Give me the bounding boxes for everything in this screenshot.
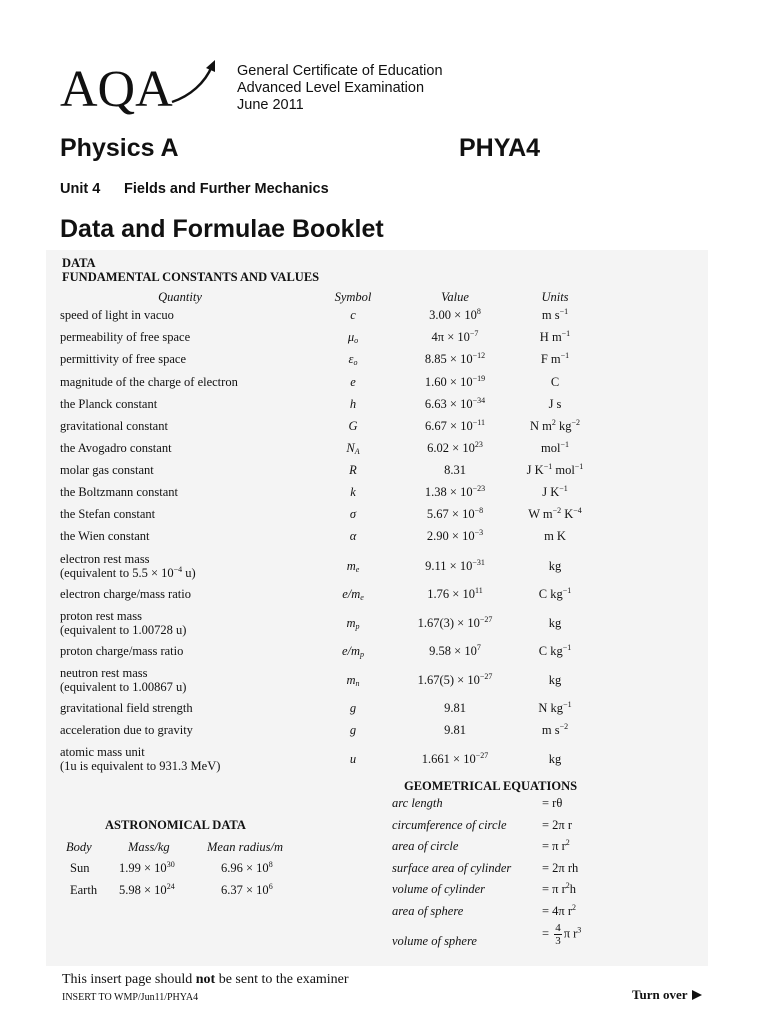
column-units: Units <box>541 290 569 304</box>
astronomical-heading: ASTRONOMICAL DATA <box>105 818 246 832</box>
constant-symbol: $m_n$ <box>346 673 360 688</box>
aqa-logo-graphic <box>60 58 230 118</box>
constant-units: m $s^{-2}$ <box>541 722 569 737</box>
constant-quantity: the Boltzmann constant <box>60 485 179 499</box>
constant-quantity: gravitational constant <box>60 419 168 433</box>
constant-quantity: permeability of free space <box>60 330 191 344</box>
constant-value: $9.58 \times 10^7$ <box>429 643 481 658</box>
constant-symbol: α <box>349 529 357 543</box>
constant-units: m K <box>544 529 566 543</box>
constant-value: $1.67(5) \times 10^{-27}$ <box>417 672 493 687</box>
subject-title: Physics A <box>60 134 179 162</box>
constant-units: kg <box>548 673 562 687</box>
column-value: Value <box>441 290 469 304</box>
constant-value: 9.81 <box>444 701 466 715</box>
constant-units: kg <box>548 616 562 630</box>
constant-quantity: permittivity of free space <box>60 352 186 366</box>
data-heading: DATA <box>62 256 96 270</box>
constant-quantity: magnitude of the charge of electron <box>60 375 238 389</box>
constant-units: C <box>550 375 560 389</box>
constant-value: $4\pi \times 10^{-7}$ <box>431 329 479 344</box>
aqa-logo <box>60 58 230 118</box>
geometry-name: circumference of circle <box>392 818 507 832</box>
constant-quantity: molar gas constant <box>60 463 154 477</box>
column-quantity: Quantity <box>158 290 202 304</box>
insert-reference: INSERT TO WMP/Jun11/PHYA4 <box>62 992 199 1003</box>
constant-symbol: $m_p$ <box>346 616 360 631</box>
insert-note-end: be sent to the examiner <box>215 972 349 987</box>
geometry-name: arc length <box>392 796 443 810</box>
constant-quantity: electron charge/mass ratio <box>60 587 191 601</box>
constant-units: kg <box>548 559 562 573</box>
constant-quantity: the Wien constant <box>60 529 150 543</box>
geometry-name: volume of cylinder <box>392 882 486 896</box>
constant-value: $1.60 \times 10^{-19}$ <box>424 374 486 389</box>
constant-symbol: G <box>348 419 358 433</box>
astro-column-body: Body <box>66 840 92 854</box>
constant-quantity: proton rest mass (equivalent to 1.00728 u) <box>60 609 187 637</box>
geometry-name: volume of sphere <box>392 934 477 948</box>
astro-mass: $5.98 \times 10^{24}$ <box>119 882 175 897</box>
constant-value: $3.00 \times 10^8$ <box>429 307 481 322</box>
geometry-equation: = 2π r <box>542 818 573 832</box>
constant-value: 8.31 <box>444 463 466 477</box>
constant-symbol: $N_A$ <box>346 441 360 456</box>
astro-radius: $6.96 \times 10^8$ <box>221 860 273 875</box>
constant-value: $9.11 \times 10^{-31}$ <box>425 558 485 573</box>
geometry-equation: = π $r^2$ <box>542 838 570 853</box>
exam-line-3: June 2011 <box>237 97 304 113</box>
turn-over <box>632 987 702 1003</box>
geometrical-heading: GEOMETRICAL EQUATIONS <box>404 779 578 793</box>
constant-value: $1.76 \times 10^{11}$ <box>427 586 483 601</box>
column-symbol: Symbol <box>334 290 372 304</box>
constant-value: $6.02 \times 10^{23}$ <box>427 440 483 455</box>
unit-number: Unit 4 <box>60 181 101 197</box>
geometry-equation: = $\frac{4}{3}$ π $r^3$ <box>542 922 582 947</box>
paper-code: PHYA4 <box>459 134 541 162</box>
constant-value: $1.67(3) \times 10^{-27}$ <box>417 615 493 630</box>
astro-column-mass: Mass/kg <box>128 840 170 854</box>
constant-symbol: σ <box>349 507 357 521</box>
exam-info <box>237 63 443 114</box>
constants-heading: FUNDAMENTAL CONSTANTS AND VALUES <box>62 270 320 284</box>
constant-units: C $kg^{-1}$ <box>538 586 572 601</box>
aqa-logo-text: AQA <box>60 61 173 118</box>
constant-value: 9.81 <box>444 723 466 737</box>
constant-symbol: e <box>350 375 356 389</box>
astro-body: Earth <box>70 883 98 897</box>
constant-quantity: proton charge/mass ratio <box>60 644 184 658</box>
constant-value: $8.85 \times 10^{-12}$ <box>424 351 486 366</box>
constant-symbol: $e/m_p$ <box>341 644 365 659</box>
constant-symbol: $m_e$ <box>346 559 360 574</box>
constant-units: m $s^{-1}$ <box>541 307 569 322</box>
geometry-equation: = π $r^2h$ <box>542 881 577 896</box>
booklet-title: Data and Formulae Booklet <box>60 215 384 243</box>
constant-units: N $m^2$ $kg^{-2}$ <box>529 418 580 433</box>
constant-quantity: the Stefan constant <box>60 507 156 521</box>
constant-units: J $K^{-1}$ <box>542 484 568 499</box>
constant-value: $2.90 \times 10^{-3}$ <box>426 528 484 543</box>
geometry-name: surface area of cylinder <box>392 861 512 875</box>
constant-quantity: gravitational field strength <box>60 701 193 715</box>
constant-symbol: R <box>349 463 357 477</box>
geometry-name: area of sphere <box>392 904 464 918</box>
constant-symbol: g <box>349 723 357 737</box>
exam-line-2: Advanced Level Examination <box>237 80 425 96</box>
geometry-equation: = 4π $r^2$ <box>542 903 577 918</box>
geometry-equation: = rθ <box>542 796 563 810</box>
insert-note <box>62 972 349 988</box>
constant-symbol: h <box>349 397 357 411</box>
constant-value: $1.38 \times 10^{-23}$ <box>424 484 486 499</box>
constant-symbol: $e/m_e$ <box>342 587 364 602</box>
geometry-equation: = 2π rh <box>542 861 579 875</box>
constant-quantity: acceleration due to gravity <box>60 723 193 737</box>
astro-column-radius: Mean radius/m <box>207 840 284 854</box>
constant-quantity: atomic mass unit (1u is equivalent to 931.3 MeV) <box>60 745 221 773</box>
constant-units: C $kg^{-1}$ <box>538 643 572 658</box>
constant-symbol: $\varepsilon_o$ <box>348 352 358 367</box>
constant-value: $1.661 \times 10^{-27}$ <box>421 751 489 766</box>
astro-body: Sun <box>70 861 90 875</box>
exam-line-1: General Certificate of Education <box>237 63 443 79</box>
constant-value: $6.67 \times 10^{-11}$ <box>425 418 485 433</box>
constant-quantity: the Planck constant <box>60 397 158 411</box>
constant-units: H $m^{-1}$ <box>539 329 571 344</box>
constant-quantity: speed of light in vacuo <box>60 308 174 322</box>
constant-symbol: g <box>349 701 357 715</box>
astro-mass: $1.99 \times 10^{30}$ <box>119 860 175 875</box>
geometry-name: area of circle <box>392 839 459 853</box>
constant-quantity: neutron rest mass (equivalent to 1.00867 u) <box>60 666 187 694</box>
constant-value: $6.63 \times 10^{-34}$ <box>424 396 486 411</box>
constant-symbol: $\mu_o$ <box>347 330 359 345</box>
constant-quantity: electron rest mass (equivalent to $5.5 \times 10^{-4}$ u) <box>60 552 196 580</box>
constant-value: $5.67 \times 10^{-8}$ <box>426 506 484 521</box>
insert-note-start: This insert page should <box>62 972 196 987</box>
astro-radius: $6.37 \times 10^6$ <box>221 882 273 897</box>
constant-units: kg <box>548 752 562 766</box>
constant-quantity: the Avogadro constant <box>60 441 172 455</box>
turn-over-label: Turn over <box>632 987 688 1002</box>
turn-over-arrow-icon <box>692 990 702 1000</box>
constant-units: mol$^{-1}$ <box>541 440 569 455</box>
constant-units: W $m^{-2}$ $K^{-4}$ <box>528 506 582 521</box>
constant-units: J $K^{-1}$ mol$^{-1}$ <box>526 462 584 477</box>
constant-symbol: k <box>350 485 356 499</box>
constant-symbol: u <box>349 752 357 766</box>
unit-title: Fields and Further Mechanics <box>124 181 329 197</box>
constant-symbol: c <box>350 308 356 322</box>
insert-note-emphasis: not <box>195 972 216 987</box>
constant-units: J s <box>548 397 562 411</box>
constant-units: N $kg^{-1}$ <box>538 700 572 715</box>
constant-units: F $m^{-1}$ <box>540 351 570 366</box>
